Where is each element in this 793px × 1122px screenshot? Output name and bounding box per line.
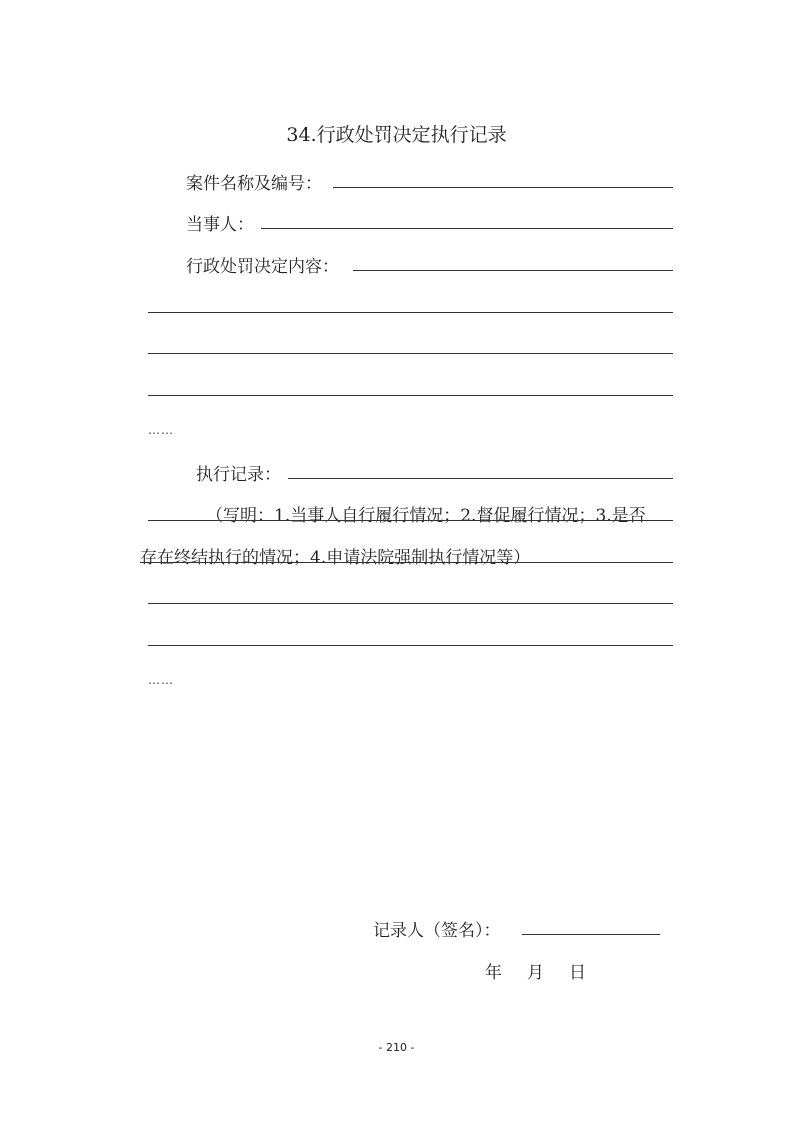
party-label: 当事人： bbox=[186, 215, 254, 235]
decision-content-label: 行政处罚决定内容： bbox=[186, 257, 339, 277]
instruction-line-2: 存在终结执行的情况；4.申请法院强制执行情况等） bbox=[140, 548, 531, 568]
decision-content-line-3[interactable] bbox=[148, 395, 673, 396]
decision-content-field[interactable] bbox=[353, 270, 673, 271]
recorder-signature-label: 记录人（签名）： bbox=[373, 921, 501, 941]
ellipsis-1: …… bbox=[148, 423, 174, 437]
decision-content-line-1[interactable] bbox=[148, 312, 673, 313]
case-name-label: 案件名称及编号： bbox=[186, 174, 322, 194]
instruction-line-1: （写明：1.当事人自行履行情况；2.督促履行情况；3.是否 bbox=[206, 506, 646, 526]
execution-record-label: 执行记录： bbox=[196, 465, 281, 485]
case-name-field[interactable] bbox=[333, 187, 673, 188]
execution-record-line-1[interactable] bbox=[148, 520, 673, 521]
execution-record-field[interactable] bbox=[288, 478, 673, 479]
ellipsis-2: …… bbox=[148, 673, 174, 687]
execution-record-line-2[interactable] bbox=[140, 562, 673, 563]
page-number: - 210 - bbox=[378, 1041, 415, 1054]
party-field[interactable] bbox=[261, 228, 673, 229]
recorder-signature-field[interactable] bbox=[522, 934, 660, 935]
execution-record-line-4[interactable] bbox=[148, 645, 673, 646]
decision-content-line-2[interactable] bbox=[148, 353, 673, 354]
date-label: 年 月 日 bbox=[485, 963, 590, 983]
execution-record-line-3[interactable] bbox=[148, 603, 673, 604]
document-title: 34.行政处罚决定执行记录 bbox=[286, 124, 507, 146]
